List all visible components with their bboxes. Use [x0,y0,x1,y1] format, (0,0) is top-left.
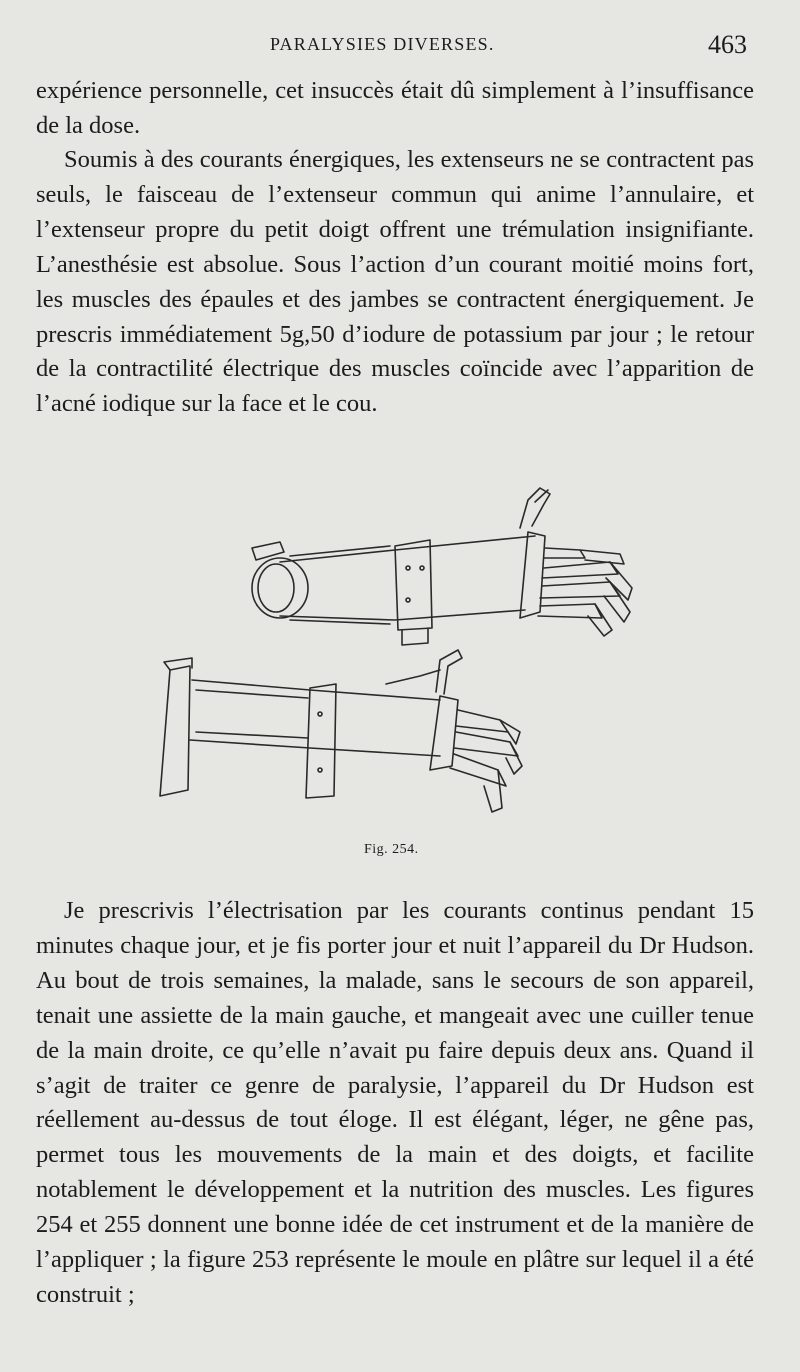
page-number: 463 [708,30,747,59]
paragraph-3-text: Je prescrivis l’électrisation par les courants continus pendant 15 minutes chaque jour, et je fis porter jour et nuit l’appareil du Dr Hudson. Au bout de trois semaines, la malade, sans le secours de son appareil, tenait une assiette de la main gauche, et mangeait avec une cuiller tenue de la main droite, ce qu’elle n’avait pu faire depuis deux ans. Quand il s’agit de traiter ce genre de paralysie, l’appareil du Dr Hudson est réellement au-dessus de tout éloge. Il est élégant, léger, ne gêne pas, permet tous les mouvements de la main et des doigts, et facilite notablement le développement et la nutrition des muscles. Les figures 254 et 255 donnent une bonne idée de cet instrument et de la manière de l’appliquer ; la figure 253 représente le moule en plâtre sur lequel il a été construit ; [36,897,754,1308]
upper-brace-drawing [252,488,632,645]
figure-hudson-apparatus [140,470,660,850]
paragraph-1: expérience personnelle, cet insuccès était dû simplement à l’insuffisance de la dose. [36,77,754,139]
lower-brace-drawing [160,650,522,812]
figure-caption: Fig. 254. [364,842,419,857]
paragraph-3 [36,894,754,1313]
paragraph-2-text: Soumis à des courants énergiques, les extenseurs ne se contractent pas seuls, le faisceau de l’extenseur commun qui anime l’annulaire, et l’extenseur propre du petit doigt offrent une trémulation insignifiante. L’anesthésie est absolue. Sous l’action d’un courant moitié moins fort, les muscles des épaules et des jambes se contractent énergiquement. Je prescris immédiatement 5g,50 d’iodure de potassium par jour ; le retour de la contractilité électrique des muscles coïncide avec l’apparition de l’acné iodique sur la face et le cou. [36,146,754,418]
hand-brace-illustration [140,470,660,850]
paragraph-2 [36,143,754,422]
running-title: PARALYSIES DIVERSES. [270,34,495,54]
page-header [0,30,800,64]
